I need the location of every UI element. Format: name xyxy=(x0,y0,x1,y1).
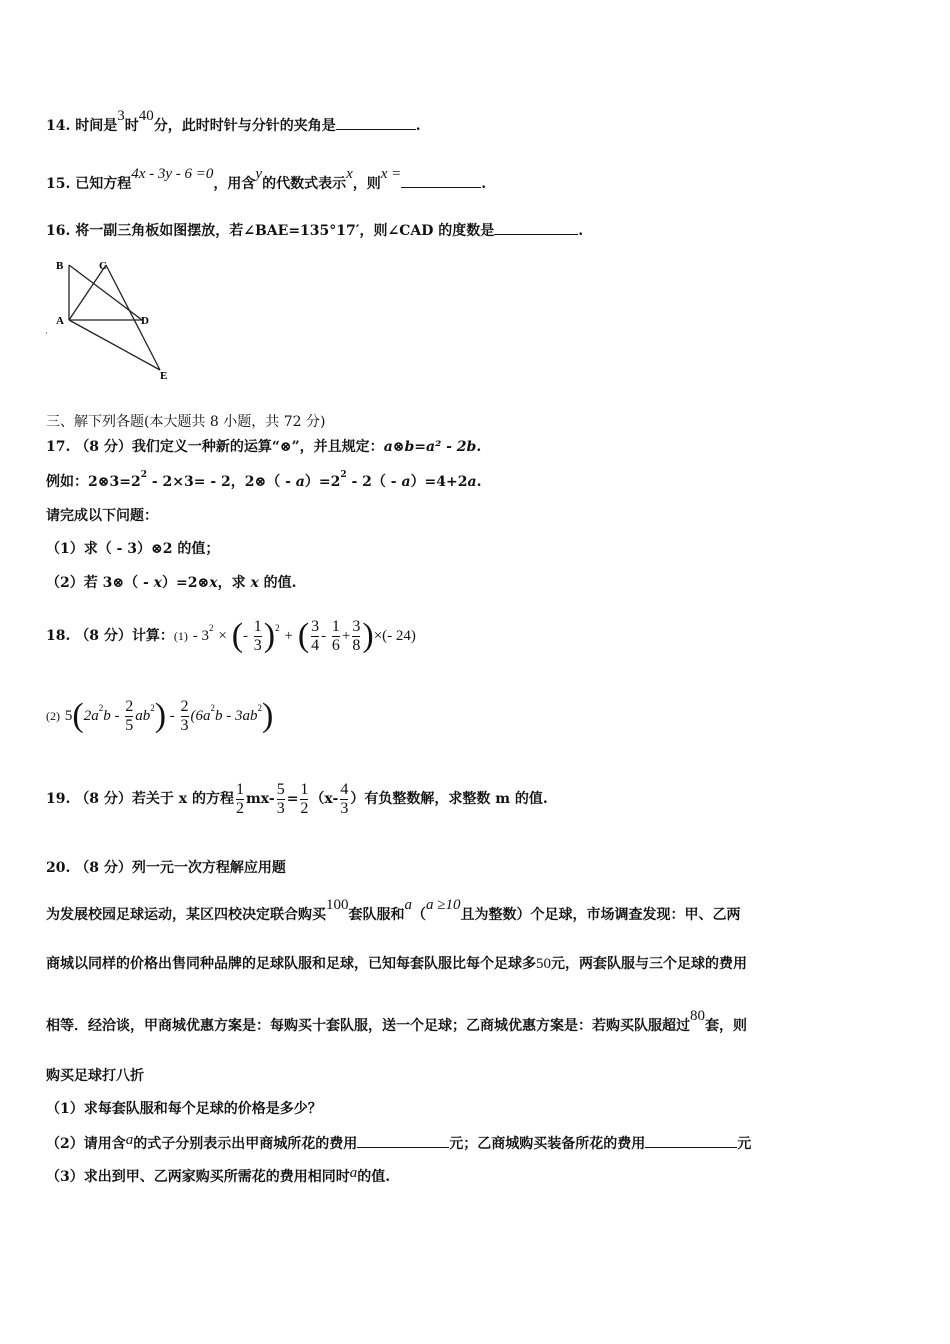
fraction: $\frac{1}{6}$ xyxy=(331,617,340,654)
question-20-part3: （3）求出到甲、乙两家购买所需花的费用相同时a的值. xyxy=(46,1165,391,1185)
minute-value: 40 xyxy=(138,108,154,124)
question-17-example: 例如：$2\otimes 3=2^2 - 2\times 3= - 2$，2⊗（ - $a)=2^2 - 2( - a)=4+2a$. xyxy=(46,470,482,490)
question-18-part2: (2) $5(2a^2b$ - $\frac{2}{5}$ $ab^2$) - $\frac{2}{3}$ $(6a^2b - 3ab^2)$ xyxy=(46,697,274,734)
equation: 4x - 3y - 6 =0 xyxy=(131,166,214,182)
fraction: $\frac{5}{3}$ xyxy=(276,780,285,817)
question-14: 14. 时间是3时40分，此时时针与分针的夹角是 . xyxy=(46,108,421,134)
answer-blank xyxy=(494,220,578,235)
fraction: $\frac{1}{2}$ xyxy=(235,780,244,817)
question-20-line4: 购买足球打八折 xyxy=(46,1068,144,1084)
label-D: D xyxy=(141,315,149,327)
question-20-line2: 商城以同样的价格出售同种品牌的足球队服和足球，已知每套队服比每个足球多50元，两套队服与三个足球的费用 xyxy=(46,956,747,972)
question-17-line1: 17. （8 分）我们定义一种新的运算“⊗”，并且规定：a⊗b=a² - 2b. xyxy=(46,439,482,455)
fraction: $\frac{4}{3}$ xyxy=(340,780,349,817)
fraction: $\frac{3}{4}$ xyxy=(311,617,320,654)
answer-blank xyxy=(401,173,481,188)
question-17-prompt: 请完成以下问题： xyxy=(46,508,158,524)
answer-blank xyxy=(336,115,416,130)
triangle-figure xyxy=(44,255,184,385)
label-E: E xyxy=(160,370,168,382)
label-A: A xyxy=(56,315,64,327)
question-20-title: 20. （8 分）列一元一次方程解应用题 xyxy=(46,860,286,876)
label-B: B xyxy=(56,260,64,272)
answer-blank xyxy=(645,1133,737,1148)
question-18-part1: 18. （8 分）计算：$(1) - 3^2$ × (- $\frac{1}{3}$ )$^2$ + ( $\frac{3}{4}$ - $\frac{1}{6}$ + $\frac{3}{8}$ )×(- 24) xyxy=(46,617,416,654)
question-15: 15. 已知方程4x - 3y - 6 =0，用含y的代数式表示x，则x =. xyxy=(46,166,487,192)
question-17-part1: （1）求（ - 3）⊗2 的值； xyxy=(46,541,220,557)
fraction: $\frac{2}{5}$ xyxy=(125,697,134,734)
section-heading: 三、解下列各题(本大题共 8 小题，共 72 分) xyxy=(46,414,326,430)
question-20-part2: （2）请用含a的式子分别表示出甲商城所花的费用 元；乙商城购买装备所花的费用 元 xyxy=(46,1132,752,1152)
fraction: $\frac{2}{3}$ xyxy=(180,697,189,734)
question-16: 16. 将一副三角板如图摆放，若∠BAE=135°17′，则∠CAD 的度数是 . xyxy=(46,220,583,241)
question-20-line1: 为发展校园足球运动，某区四校决定联合购买100套队服和a（a ≥10且为整数）个足球，市场调查发现：甲、乙两 xyxy=(46,897,741,923)
fraction: $\frac{3}{8}$ xyxy=(352,617,361,654)
hour-value: 3 xyxy=(117,108,125,124)
question-20-part1: （1）求每套队服和每个足球的价格是多少？ xyxy=(46,1101,322,1117)
question-17-part2: （2）若 3⊗（ - x）=2⊗x，求 x 的值. xyxy=(46,575,297,591)
question-19: 19. （8 分）若关于 x 的方程 $\frac{1}{2}$ mx- $\frac{5}{3}$ = $\frac{1}{2}$ （x- $\frac{4}{3}$ ）有负整数解，求整数 m 的值. xyxy=(46,780,548,817)
label-C: C xyxy=(99,260,107,272)
fraction: $\frac{1}{3}$ xyxy=(253,617,262,654)
question-20-line3: 相等．经洽谈，甲商城优惠方案是：每购买十套队服，送一个足球；乙商城优惠方案是：若购买队服超过80套，则 xyxy=(46,1008,747,1034)
fraction: $\frac{1}{2}$ xyxy=(300,780,309,817)
answer-blank xyxy=(357,1133,449,1148)
